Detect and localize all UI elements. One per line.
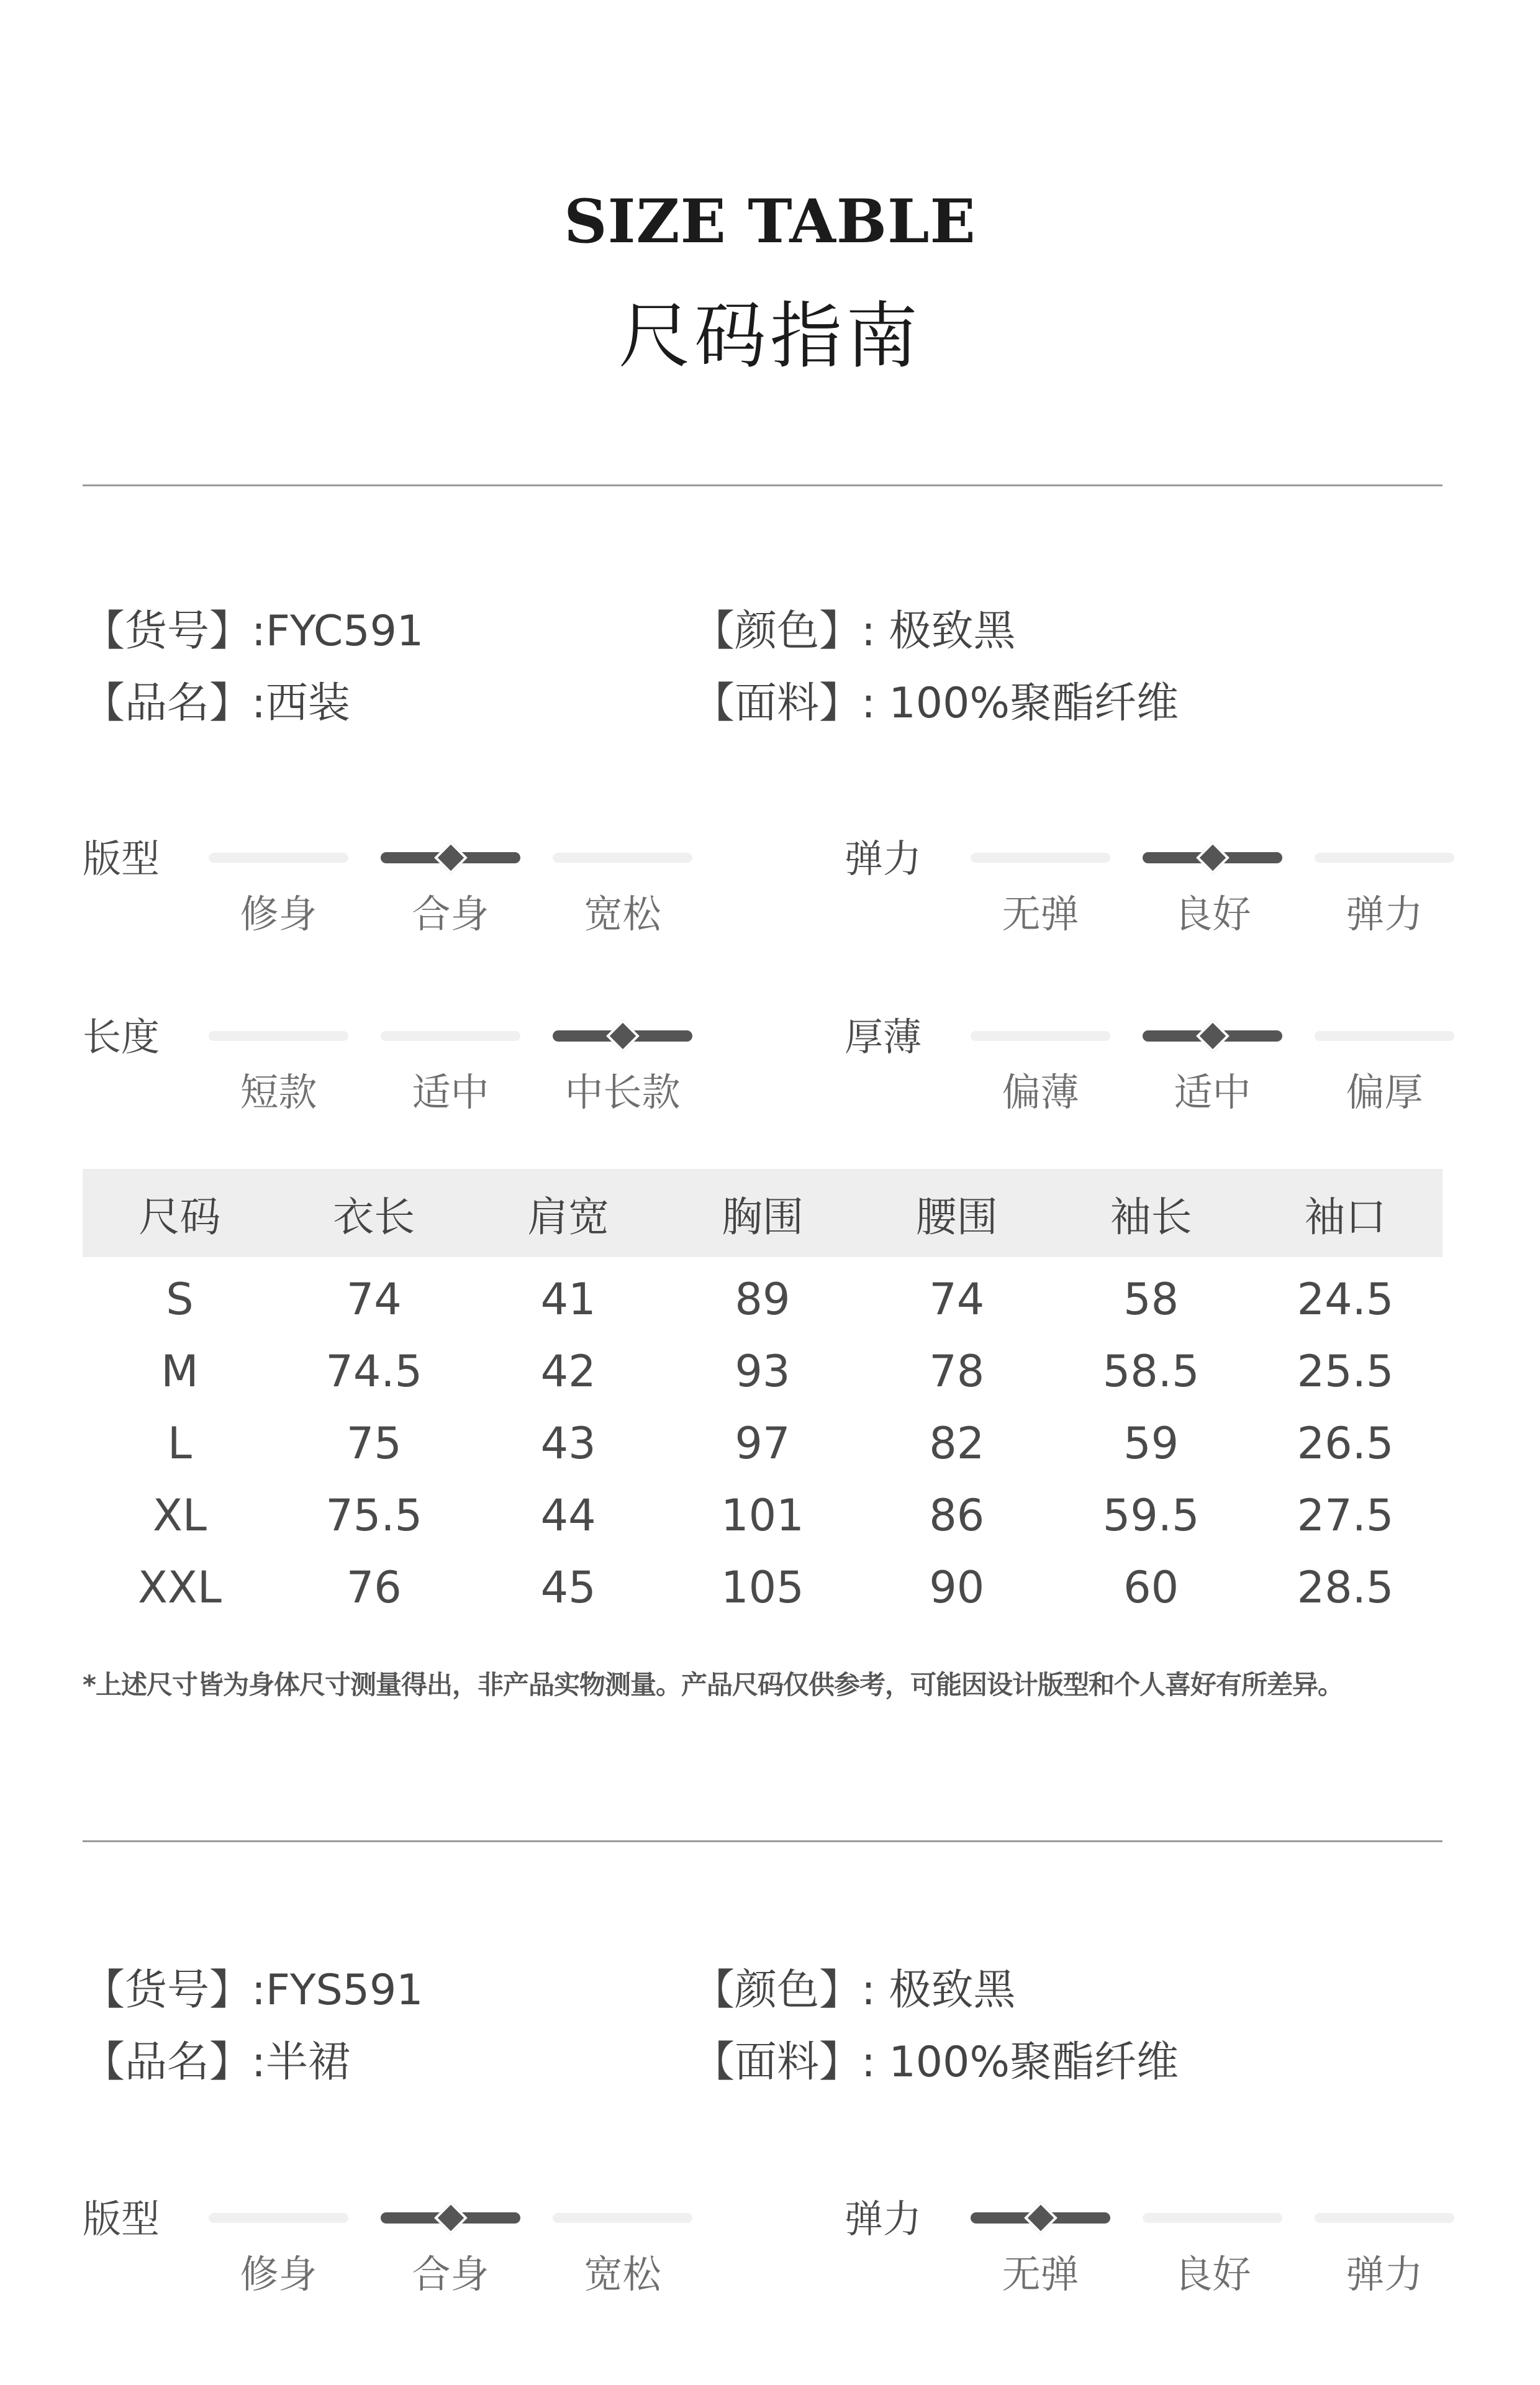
slider-knob-icon <box>1024 2201 1058 2235</box>
table-cell: L <box>167 1418 192 1469</box>
color-key: 【颜色】: <box>692 607 876 656</box>
table-row <box>83 1257 1443 1335</box>
option-label: 无弹 <box>1002 2251 1079 2297</box>
table-cell: 82 <box>929 1418 985 1469</box>
slider-track <box>209 853 348 863</box>
sku-key: 【货号】: <box>83 1966 266 2015</box>
color-key: 【颜色】: <box>692 1966 876 2015</box>
header-size: 尺码 <box>83 1169 277 1257</box>
fabric-value: 100%聚酯纤维 <box>889 2038 1179 2087</box>
slider-track <box>971 853 1110 863</box>
table-cell: 74 <box>929 1274 985 1325</box>
table-row <box>83 1407 1443 1479</box>
option-label: 宽松 <box>584 2251 661 2297</box>
title-chinese: 尺码指南 <box>618 294 922 378</box>
fabric-value: 100%聚酯纤维 <box>889 679 1179 728</box>
table-cell: 97 <box>735 1418 790 1469</box>
option-label: 合身 <box>412 891 489 937</box>
table-cell: 93 <box>735 1346 790 1397</box>
table-cell: 89 <box>735 1274 790 1325</box>
table-cell: 76 <box>346 1562 402 1613</box>
table-header-row <box>83 1169 1443 1257</box>
option-label: 弹力 <box>1346 2251 1423 2297</box>
table-row <box>83 1551 1443 1624</box>
product1-sku <box>83 597 424 658</box>
slider-knob-icon <box>606 1019 640 1053</box>
table-cell: 58.5 <box>1102 1346 1200 1397</box>
slider-track <box>971 1031 1110 1041</box>
table-cell: 28.5 <box>1297 1562 1394 1613</box>
title-english: SIZE TABLE <box>564 186 976 257</box>
table-cell: 78 <box>929 1346 985 1397</box>
attribute-label: 弹力 <box>845 2196 922 2242</box>
option-label: 适中 <box>1174 1070 1251 1115</box>
product2-color <box>692 1956 1016 2017</box>
slider-knob-icon <box>434 2201 468 2235</box>
product1-color <box>692 597 1016 658</box>
slider-track-selected <box>381 852 520 863</box>
size-table <box>83 1169 1443 1624</box>
slider-track <box>1143 2213 1282 2223</box>
slider-track-selected <box>971 2212 1110 2224</box>
sku-value: FYS591 <box>265 1966 424 2015</box>
table-row <box>83 1335 1443 1407</box>
table-cell: 75.5 <box>325 1490 423 1541</box>
table-cell: 26.5 <box>1297 1418 1394 1469</box>
table-cell: 43 <box>540 1418 596 1469</box>
table-row <box>83 1479 1443 1551</box>
header-bust: 胸围 <box>666 1169 860 1257</box>
fabric-key: 【面料】: <box>692 2038 876 2087</box>
slider-knob-icon <box>1196 1019 1230 1053</box>
table-cell: 101 <box>721 1490 804 1541</box>
option-label: 良好 <box>1174 891 1251 937</box>
option-label: 偏厚 <box>1346 1070 1423 1115</box>
slider-track-selected <box>553 1030 692 1042</box>
disclaimer-note: *上述尺寸皆为身体尺寸测量得出，非产品实物测量。产品尺码仅供参考，可能因设计版型和个人喜好有所差异。 <box>83 1670 1343 1700</box>
table-cell: 86 <box>929 1490 985 1541</box>
slider-track <box>1315 853 1454 863</box>
option-label: 合身 <box>412 2251 489 2297</box>
attribute-label: 版型 <box>83 2196 160 2242</box>
table-cell: 27.5 <box>1297 1490 1394 1541</box>
product2-name <box>83 2028 350 2089</box>
name-key: 【品名】: <box>83 679 266 728</box>
option-label: 修身 <box>240 2251 317 2297</box>
slider-track <box>553 2213 692 2223</box>
table-cell: 42 <box>540 1346 596 1397</box>
table-cell: XXL <box>137 1562 222 1613</box>
name-value: 半裙 <box>265 2038 350 2087</box>
option-label: 修身 <box>240 891 317 937</box>
table-cell: 24.5 <box>1297 1274 1394 1325</box>
option-label: 无弹 <box>1002 891 1079 937</box>
table-cell: 58 <box>1123 1274 1179 1325</box>
product1-fabric <box>692 670 1179 730</box>
option-label: 中长款 <box>564 1070 681 1115</box>
product2-sku <box>83 1956 424 2017</box>
table-cell: 75 <box>346 1418 402 1469</box>
option-label: 短款 <box>240 1070 317 1115</box>
color-value: 极致黑 <box>889 607 1016 656</box>
table-cell: 59 <box>1123 1418 1179 1469</box>
header-cuff: 袖口 <box>1248 1169 1443 1257</box>
slider-track <box>209 1031 348 1041</box>
table-cell: 41 <box>540 1274 596 1325</box>
sku-value: FYC591 <box>265 607 424 656</box>
attribute-label: 厚薄 <box>845 1014 922 1060</box>
product1-name <box>83 670 350 730</box>
name-key: 【品名】: <box>83 2038 266 2087</box>
table-cell: 59.5 <box>1102 1490 1200 1541</box>
slider-track <box>1315 2213 1454 2223</box>
slider-track <box>209 2213 348 2223</box>
name-value: 西装 <box>265 679 350 728</box>
attribute-label: 弹力 <box>845 836 922 881</box>
slider-knob-icon <box>434 841 468 874</box>
fabric-key: 【面料】: <box>692 679 876 728</box>
table-cell: XL <box>152 1490 207 1541</box>
header-length: 衣长 <box>277 1169 471 1257</box>
header-sleeve: 袖长 <box>1054 1169 1248 1257</box>
table-cell: M <box>161 1346 199 1397</box>
option-label: 弹力 <box>1346 891 1423 937</box>
table-cell: 25.5 <box>1297 1346 1394 1397</box>
sku-key: 【货号】: <box>83 607 266 656</box>
slider-track-selected <box>1143 852 1282 863</box>
color-value: 极致黑 <box>889 1966 1016 2015</box>
slider-track <box>1315 1031 1454 1041</box>
slider-knob-icon <box>1196 841 1230 874</box>
option-label: 宽松 <box>584 891 661 937</box>
option-label: 适中 <box>412 1070 489 1115</box>
slider-track-selected <box>1143 1030 1282 1042</box>
slider-track-selected <box>381 2212 520 2224</box>
table-cell: 74.5 <box>325 1346 423 1397</box>
header-waist: 腰围 <box>859 1169 1054 1257</box>
slider-track <box>381 1031 520 1041</box>
table-cell: 90 <box>929 1562 985 1613</box>
table-cell: S <box>166 1274 194 1325</box>
attribute-label: 长度 <box>83 1014 160 1060</box>
option-label: 偏薄 <box>1002 1070 1079 1115</box>
table-cell: 74 <box>346 1274 402 1325</box>
divider-middle <box>83 1840 1443 1842</box>
slider-track <box>553 853 692 863</box>
attribute-label: 版型 <box>83 836 160 881</box>
table-cell: 45 <box>540 1562 596 1613</box>
table-cell: 44 <box>540 1490 596 1541</box>
product2-fabric <box>692 2028 1179 2089</box>
divider-top <box>83 484 1443 486</box>
table-cell: 105 <box>721 1562 804 1613</box>
header-shoulder: 肩宽 <box>471 1169 666 1257</box>
table-cell: 60 <box>1123 1562 1179 1613</box>
option-label: 良好 <box>1174 2251 1251 2297</box>
